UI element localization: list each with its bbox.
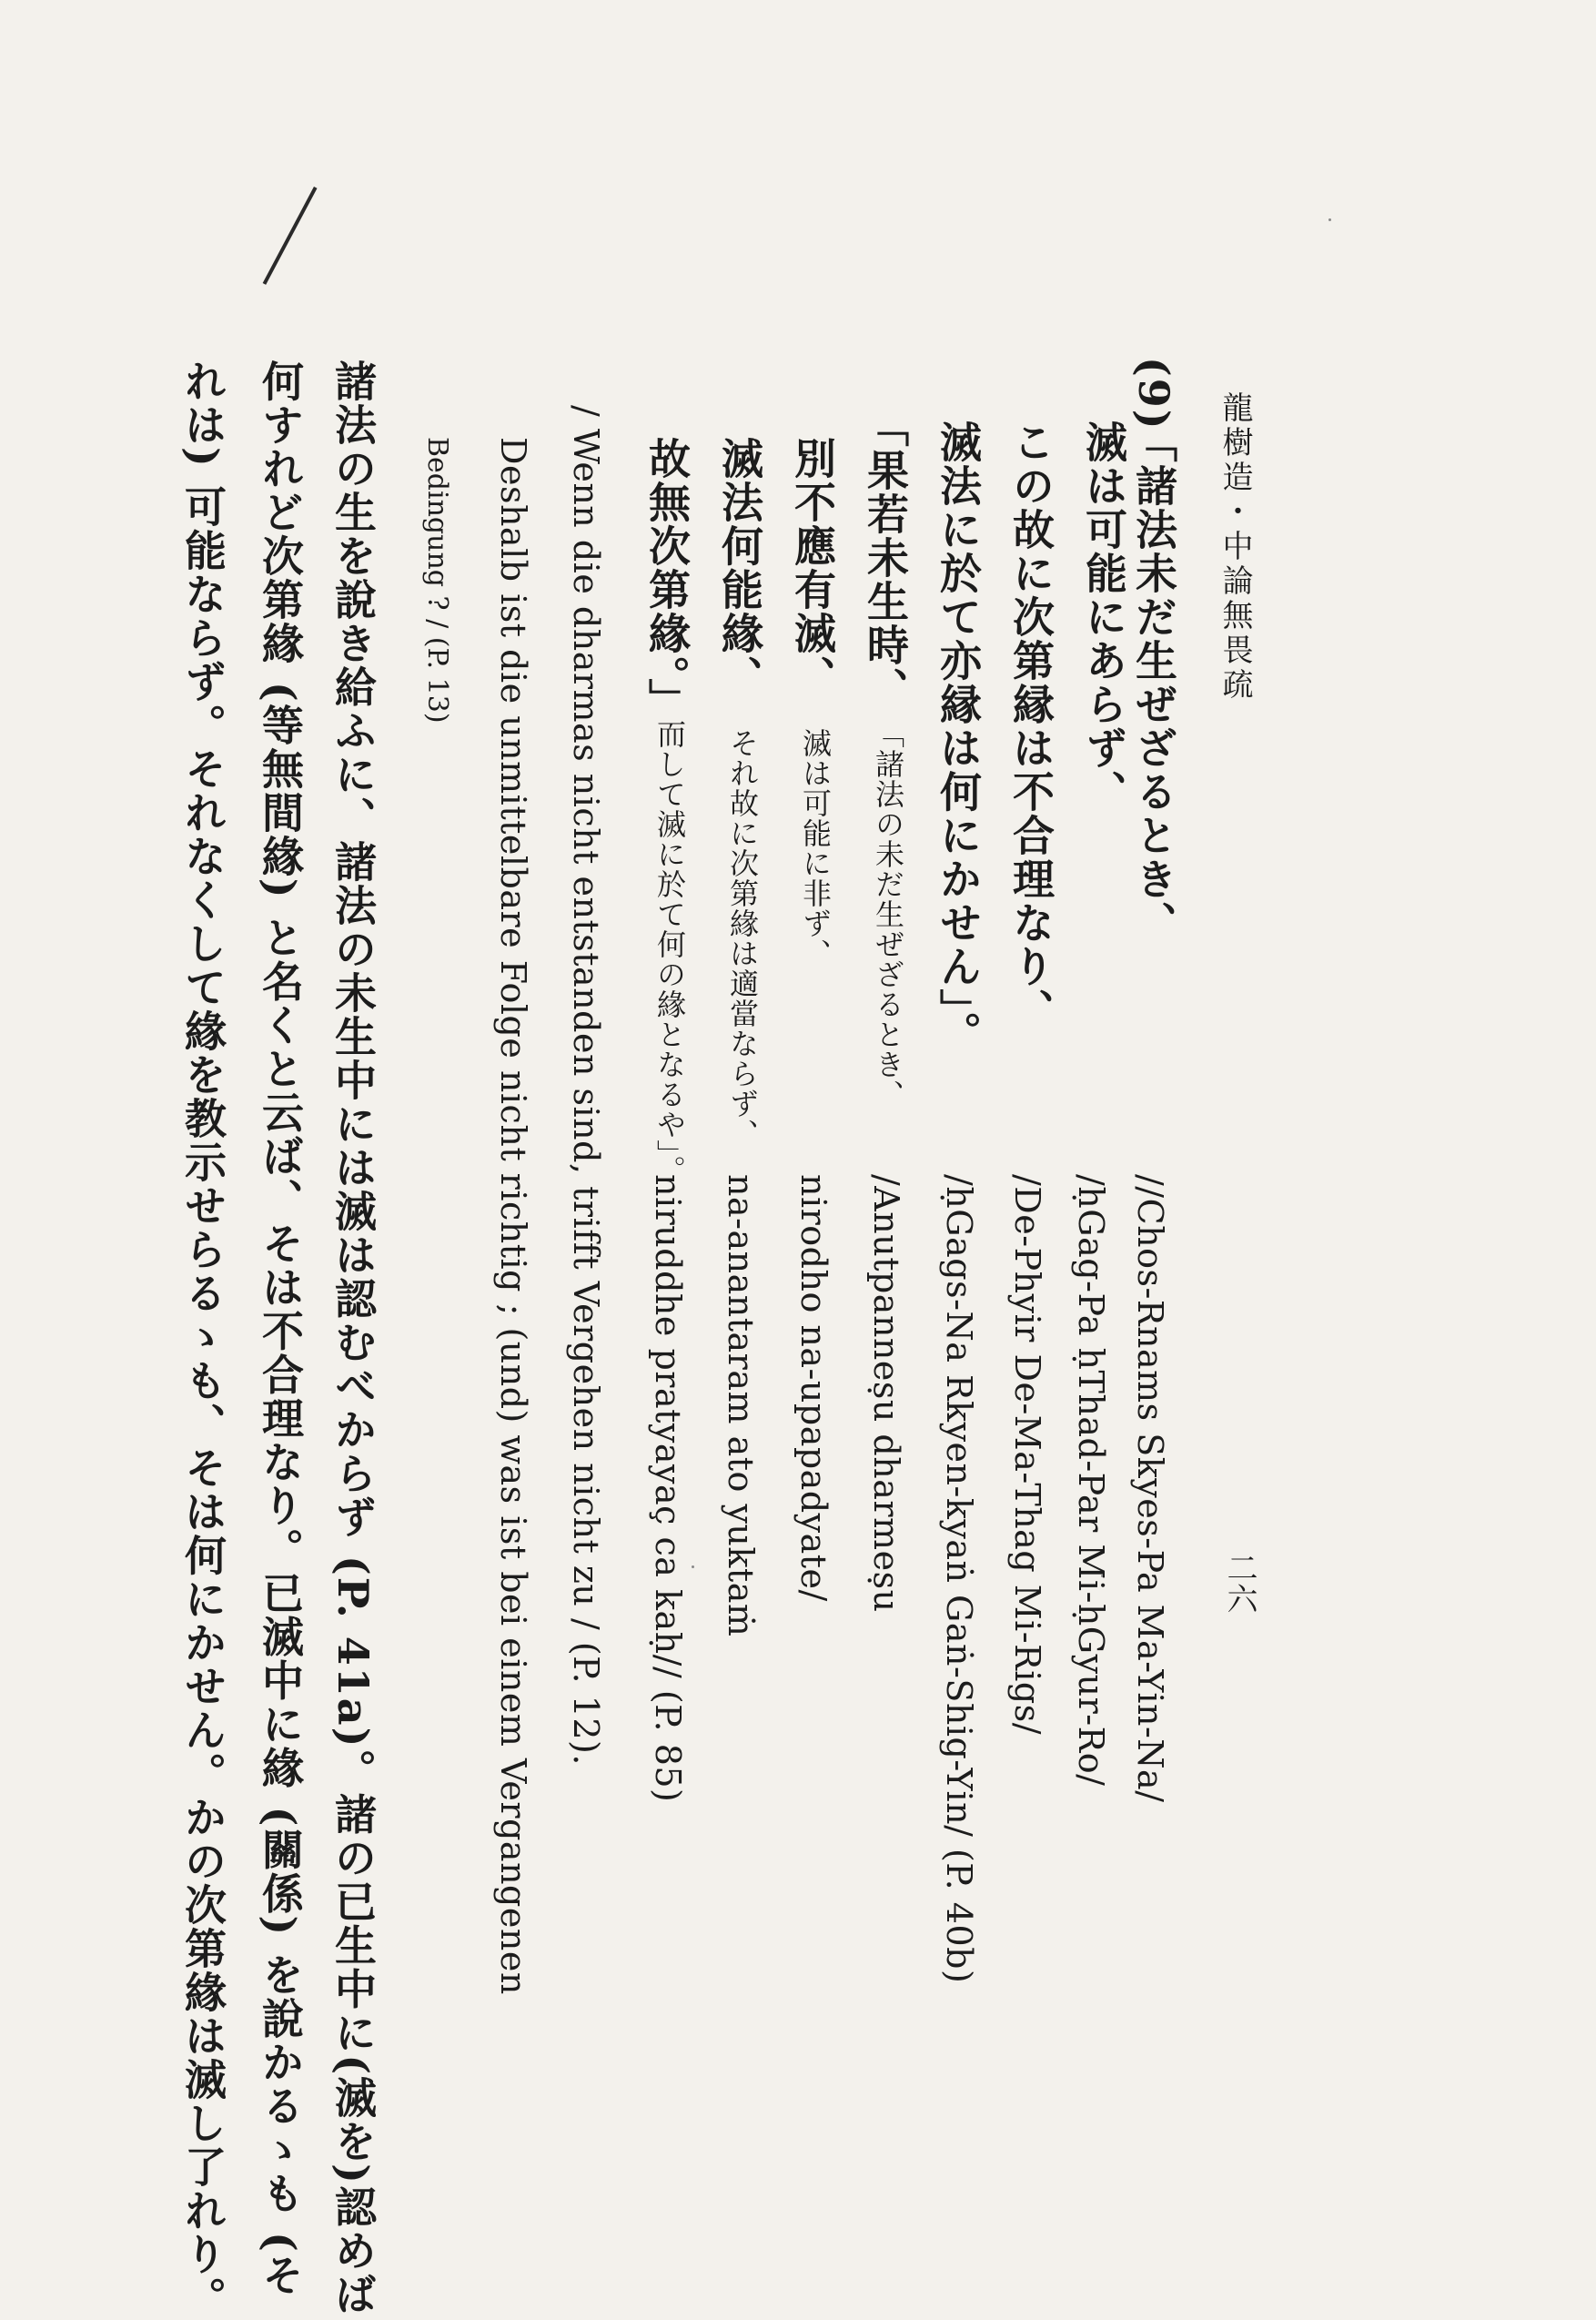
german-line-2: Deshalb ist die unmittelbare Folge nicht richtig ; (und) was ist bei einem Vergangenen	[493, 437, 533, 1995]
verse-jp-line-2: 滅は可能にあらず、	[1079, 420, 1128, 814]
sanskrit-line-3: na-anantaram ato yuktaṁ	[721, 1174, 761, 1637]
german-line-3: Bedingung ? / (P. 13)	[421, 437, 453, 724]
commentary-line-2: 何すれど次第緣 (等無間緣) と名くと云ば、そは不合理なり。已滅中に緣 (關係) を說かるゝも (そ	[256, 360, 305, 2297]
chinese-verse-line-2: 別不應有滅、	[788, 437, 837, 699]
pen-mark	[263, 187, 318, 285]
chinese-gloss-line-4: 而して滅に於て何の緣となるや」。	[652, 719, 687, 1185]
chinese-gloss-line-1: 「諸法の未だ生ぜざるとき、	[871, 719, 905, 1109]
tibetan-line-2: /ḥGag-Pa ḥThad-Par Mi-ḥGyur-Ro/	[1071, 1174, 1111, 1787]
chinese-gloss-line-3: それ故に次第緣は適當ならず、	[725, 728, 760, 1149]
verse-jp-line-3: この故に次第縁は不合理なり、	[1006, 420, 1056, 1032]
tibetan-line-4: /ḥGags-Na Rkyen-kyaṅ Gaṅ-Shig-Yin/ (P. 40b)	[939, 1174, 979, 1984]
german-line-1: / Wenn die dharmas nicht entstanden sind, trifft Vergehen nicht zu / (P. 12).	[566, 405, 606, 1766]
chinese-gloss-line-2: 滅は可能に非ず、	[798, 728, 833, 968]
tibetan-line-1: //Chos-Rnams Skyes-Pa Ma-Yin-Na/	[1130, 1174, 1170, 1803]
chinese-verse-line-1: 「果若未生時、	[861, 405, 910, 711]
sanskrit-line-2: nirodho na-upapadyate/	[793, 1174, 833, 1602]
chinese-verse-line-4: 故無次第緣。」	[642, 437, 692, 722]
tibetan-line-3: /De-Phyir De-Ma-Thag Mi-Rigs/	[1007, 1174, 1047, 1736]
verse-jp-line-4: 滅法に於て亦縁は何にかせん」。	[934, 420, 983, 1055]
chinese-verse-line-3: 滅法何能緣、	[715, 437, 764, 699]
paper-speck	[692, 1565, 694, 1568]
verse-jp-line-1: 「諸法未だ生ぜざるとき、	[1129, 420, 1178, 945]
commentary-line-3: れは) 可能ならず。それなくして緣を教示せらるゝも、そは何にかせん。かの次第緣は滅し了れり。	[178, 360, 227, 2320]
sanskrit-line-1: /Anutpanneṣu dharmeṣu	[866, 1174, 906, 1613]
verse-number: (9)	[1129, 357, 1178, 431]
page-number: 二六	[1221, 1552, 1258, 1614]
page-header-title: 龍樹造・中論無畏疏	[1217, 391, 1253, 703]
sanskrit-line-4: niruddhe pratyayaç ca kaḥ// (P. 85)	[648, 1174, 688, 1803]
commentary-line-1: 諸法の生を說き給ふに、諸法の未生中には滅は認むべからず (P. 41a)。諸の已生中に(滅を)認めば	[328, 360, 378, 2316]
paper-speck	[1328, 218, 1331, 221]
